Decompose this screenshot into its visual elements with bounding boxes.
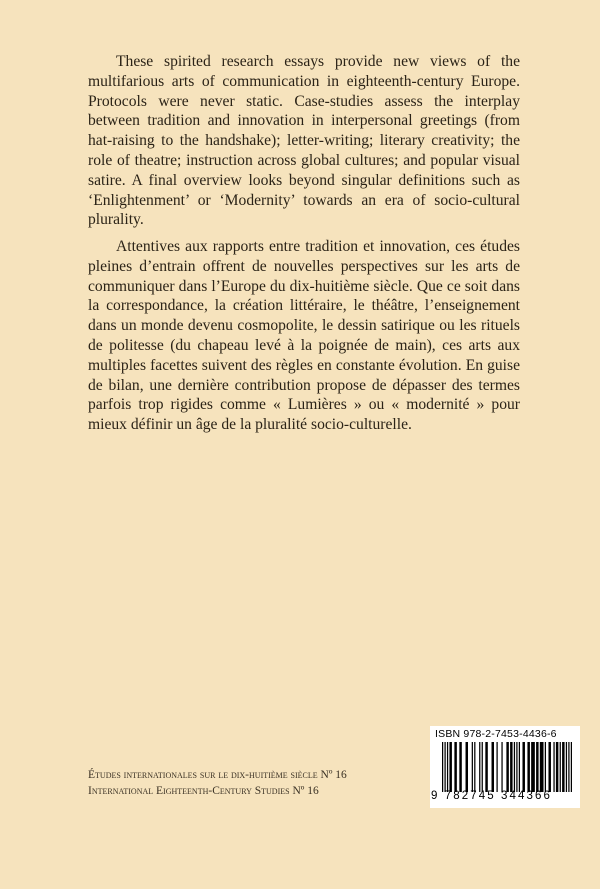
ean-digits: 9 782745 344366 <box>431 790 553 802</box>
barcode-bar <box>560 742 561 792</box>
english-blurb: These spirited research essays provide new views of the multifarious arts of communication in eighteenth-century Europe. Protocols were never static. Case-studies assess the interplay between tradition and innovation in interpersonal greetings (from hat-raising to the handshake); letter-writing; literary creativity; the role of theatre; instruction across global cultures; and popular visual satire. A final overview looks beyond singular definitions such as ‘Enlightenment’ or ‘Modernity’ towards an era of socio-cultural plurality. <box>88 53 520 229</box>
barcode-bar <box>571 742 572 792</box>
barcode-bar <box>472 742 473 792</box>
series-french-name: Études internationales sur le dix-huitième siècle <box>88 769 318 781</box>
barcode-bar <box>514 742 515 792</box>
barcode-bars <box>440 742 574 792</box>
barcode-bar <box>568 742 569 792</box>
barcode-bar <box>536 742 538 792</box>
barcode-bar <box>444 742 445 792</box>
barcode-bar <box>540 742 544 792</box>
isbn-label: ISBN 978-2-7453-4436-6 <box>435 728 557 740</box>
barcode-bar <box>454 742 456 792</box>
barcode-bar <box>485 742 487 792</box>
series-english-name: International Eighteenth-Century Studies <box>88 784 290 797</box>
barcode-bar <box>492 742 494 792</box>
barcode-bar <box>479 742 480 792</box>
barcode-bar <box>449 742 451 792</box>
barcode-bar <box>510 742 512 792</box>
series-french <box>88 768 347 784</box>
series-french-number: Nº 16 <box>320 769 347 781</box>
series-info <box>88 768 347 799</box>
barcode-bar <box>531 742 535 792</box>
barcode-bar <box>556 742 558 792</box>
barcode-bar <box>474 742 475 792</box>
barcode-bar <box>516 742 517 792</box>
barcode-bar <box>496 742 497 792</box>
barcode-bar <box>545 742 546 792</box>
isbn-barcode <box>430 726 580 808</box>
series-english-number: Nº 16 <box>292 784 319 797</box>
barcode-bar <box>501 742 502 792</box>
barcode-bar <box>506 742 508 792</box>
barcode-bar <box>459 742 461 792</box>
barcode-bar <box>466 742 468 792</box>
french-blurb: Attentives aux rapports entre tradition et innovation, ces études pleines d’entrain offrent de nouvelles perspectives sur les arts de communiquer dans l’Europe du dix-huitième siècle. Que ce soit dans la correspondance, la création littéraire, le théâtre, l’enseignement dans un monde devenu cosmopolite, le dessin satirique ou les rituels de politesse (du chapeau levé à la poignée de main), ces arts aux multiples facettes suivent des règles en constante évolution. En guise de bilan, une dernière contribution propose de dépasser des termes parfois trop rigides comme « Lumières » ou « modernité » pour mieux définir un âge de la pluralité socio-culturelle. <box>88 238 520 434</box>
barcode-bar <box>562 742 564 792</box>
barcode-bar <box>482 742 483 792</box>
series-english <box>88 784 347 800</box>
barcode-bar <box>522 742 524 792</box>
barcode-bar <box>566 742 567 792</box>
barcode-bar <box>548 742 550 792</box>
barcode-bar <box>553 742 554 792</box>
barcode-bar <box>519 742 520 792</box>
barcode-bar <box>442 742 443 792</box>
barcode-bar <box>447 742 448 792</box>
barcode-bar <box>527 742 529 792</box>
